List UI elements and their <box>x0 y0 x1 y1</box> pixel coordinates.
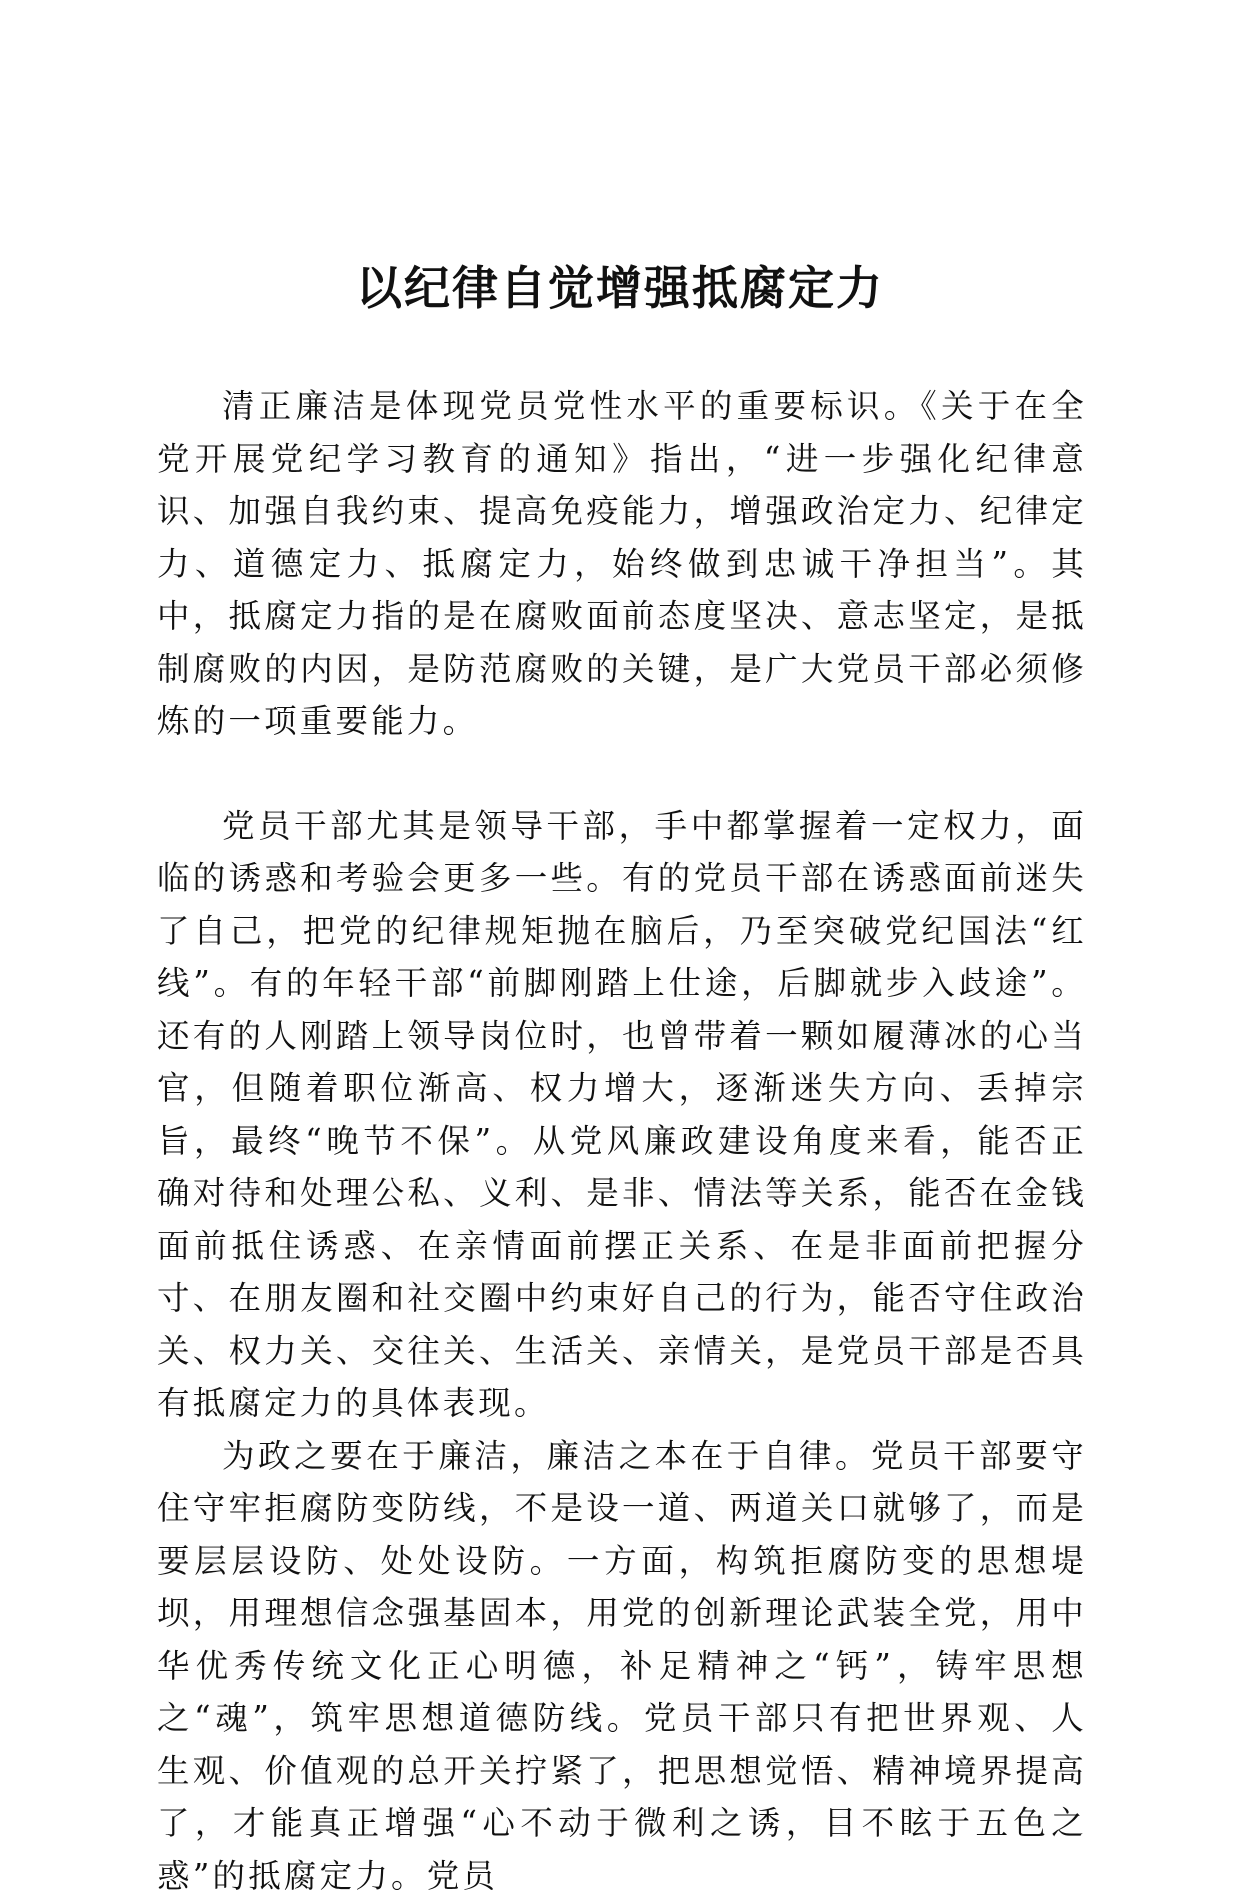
paragraph-1: 清正廉洁是体现党员党性水平的重要标识。《关于在全党开展党纪学习教育的通知》指出，“进一步强化纪律意识、加强自我约束、提高免疫能力，增强政治定力、纪律定力、道德定力、抵腐定力，始终做到忠诚干净担当”。其中，抵腐定力指的是在腐败面前态度坚决、意志坚定，是抵制腐败的内因，是防范腐败的关键，是广大党员干部必须修炼的一项重要能力。 <box>157 380 1087 748</box>
document-title: 以纪律自觉增强抵腐定力 <box>0 258 1240 318</box>
document-body <box>157 380 1087 1902</box>
paragraph-3: 为政之要在于廉洁，廉洁之本在于自律。党员干部要守住守牢拒腐防变防线，不是设一道、两道关口就够了，而是要层层设防、处处设防。一方面，构筑拒腐防变的思想堤坝，用理想信念强基固本，用党的创新理论武装全党，用中华优秀传统文化正心明德，补足精神之“钙”，铸牢思想之“魂”，筑牢思想道德防线。党员干部只有把世界观、人生观、价值观的总开关拧紧了，把思想觉悟、精神境界提高了，才能真正增强“心不动于微利之诱，目不眩于五色之惑”的抵腐定力。党员 <box>157 1430 1087 1902</box>
paragraph-2: 党员干部尤其是领导干部，手中都掌握着一定权力，面临的诱惑和考验会更多一些。有的党员干部在诱惑面前迷失了自己，把党的纪律规矩抛在脑后，乃至突破党纪国法“红线”。有的年轻干部“前脚刚踏上仕途，后脚就步入歧途”。还有的人刚踏上领导岗位时，也曾带着一颗如履薄冰的心当官，但随着职位渐高、权力增大，逐渐迷失方向、丢掉宗旨，最终“晚节不保”。从党风廉政建设角度来看，能否正确对待和处理公私、义利、是非、情法等关系，能否在金钱面前抵住诱惑、在亲情面前摆正关系、在是非面前把握分寸、在朋友圈和社交圈中约束好自己的行为，能否守住政治关、权力关、交往关、生活关、亲情关，是党员干部是否具有抵腐定力的具体表现。 <box>157 800 1087 1430</box>
